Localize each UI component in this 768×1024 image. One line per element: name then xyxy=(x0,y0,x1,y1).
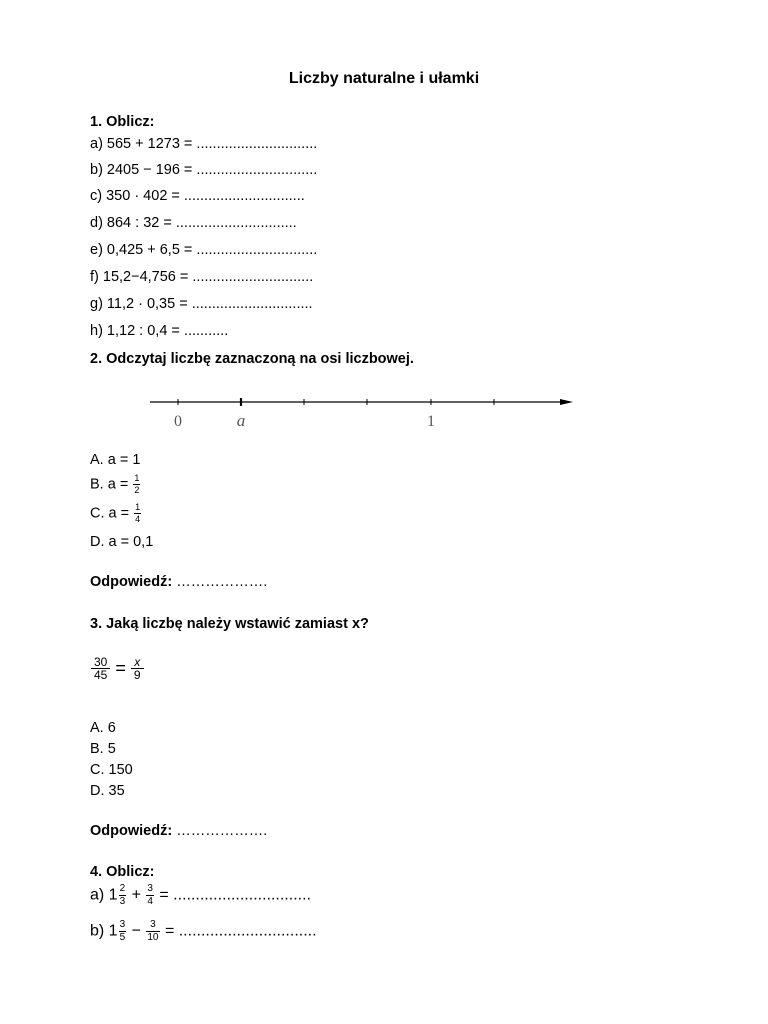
task3-left-fraction xyxy=(91,656,110,681)
task3-option-b: B. 5 xyxy=(90,741,116,757)
task1-item-d: d) 864 : 32 = .............................. xyxy=(90,215,297,231)
task4-a-f2-numerator: 3 xyxy=(147,883,153,894)
task4-b-tail: = ............................... xyxy=(160,922,317,940)
task1-item-f: f) 15,2−4,756 = .............................. xyxy=(90,269,314,285)
task1-item-g: g) 11,2 · 0,35 = .............................. xyxy=(90,296,313,312)
task3-left-numerator: 30 xyxy=(91,656,110,669)
task1-item-c: c) 350 · 402 = .............................. xyxy=(90,188,305,204)
task4-a-fraction-2 xyxy=(146,884,154,907)
task1-heading: 1. Oblicz: xyxy=(90,114,155,130)
task3-answer-label: Odpowiedź: xyxy=(90,823,173,839)
task3-option-c: C. 150 xyxy=(90,762,133,778)
task4-a-tail: = ............................... xyxy=(154,886,311,904)
task2-heading: 2. Odczytaj liczbę zaznaczoną na osi liczbowej. xyxy=(90,351,414,367)
task3-heading: 3. Jaką liczbę należy wstawić zamiast x? xyxy=(90,616,369,632)
task4-b-operator: − xyxy=(127,922,146,940)
task4-a-f1-numerator: 2 xyxy=(119,883,126,894)
task4-b-f1-numerator: 3 xyxy=(119,919,126,930)
task4-a-operator: + xyxy=(127,886,146,904)
task3-right-numerator: x xyxy=(131,656,144,669)
task3-option-d: D. 35 xyxy=(90,783,125,799)
task4-a-fraction-1 xyxy=(119,884,127,907)
task4-b-f2-denominator: 10 xyxy=(147,932,159,943)
page-title: Liczby naturalne i ułamki xyxy=(288,70,480,87)
task3-answer-dots: ………………. xyxy=(172,823,268,839)
task2-option-b-prefix: B. a = xyxy=(90,476,129,493)
task2-option-b-fraction xyxy=(133,474,140,495)
task2-answer xyxy=(90,574,267,590)
task4-item-b xyxy=(90,920,317,943)
task1-item-e: e) 0,425 + 6,5 = .............................. xyxy=(90,242,318,258)
task2-option-c-fraction xyxy=(134,503,141,524)
task2-answer-dots: ………………. xyxy=(172,574,268,590)
task2-option-c xyxy=(90,503,142,524)
task1-item-b: b) 2405 − 196 = .............................. xyxy=(90,162,318,178)
task3-left-denominator: 45 xyxy=(94,668,108,682)
task2-option-a: A. a = 1 xyxy=(90,452,141,468)
task4-b-fraction-1 xyxy=(119,920,127,943)
task3-option-a: A. 6 xyxy=(90,720,116,736)
task4-a-f1-denominator: 3 xyxy=(119,896,126,907)
task1-item-h: h) 1,12 : 0,4 = ........... xyxy=(90,323,229,339)
task3-right-denominator: 9 xyxy=(133,668,141,682)
task3-equation xyxy=(90,656,170,692)
task3-equals: = xyxy=(115,658,126,678)
task4-heading: 4. Oblicz: xyxy=(90,864,155,880)
number-line xyxy=(148,390,578,435)
task2-option-c-denominator: 4 xyxy=(135,514,141,524)
task3-answer xyxy=(90,823,267,839)
task2-option-c-prefix: C. a = xyxy=(90,505,130,522)
task4-a-f2-denominator: 4 xyxy=(147,896,153,907)
task2-option-b-numerator: 1 xyxy=(134,473,140,483)
task4-b-fraction-2 xyxy=(146,920,159,943)
task2-option-c-numerator: 1 xyxy=(135,502,141,512)
task4-item-a xyxy=(90,884,311,907)
task4-b-f2-numerator: 3 xyxy=(146,920,159,932)
axis-label-one: 1 xyxy=(427,413,435,430)
task4-b-f1-denominator: 5 xyxy=(119,932,126,943)
task2-option-b xyxy=(90,474,141,495)
task2-option-b-denominator: 2 xyxy=(134,485,140,495)
number-line-arrow xyxy=(560,399,573,405)
axis-label-a: a xyxy=(236,411,246,430)
axis-label-zero: 0 xyxy=(174,413,182,430)
task4-b-label: b) 1 xyxy=(90,922,118,940)
task3-right-fraction xyxy=(131,656,144,681)
task2-answer-label: Odpowiedź: xyxy=(90,574,173,590)
task4-a-label: a) 1 xyxy=(90,886,118,904)
task2-option-d: D. a = 0,1 xyxy=(90,534,154,550)
task1-item-a: a) 565 + 1273 = .............................. xyxy=(90,136,318,152)
